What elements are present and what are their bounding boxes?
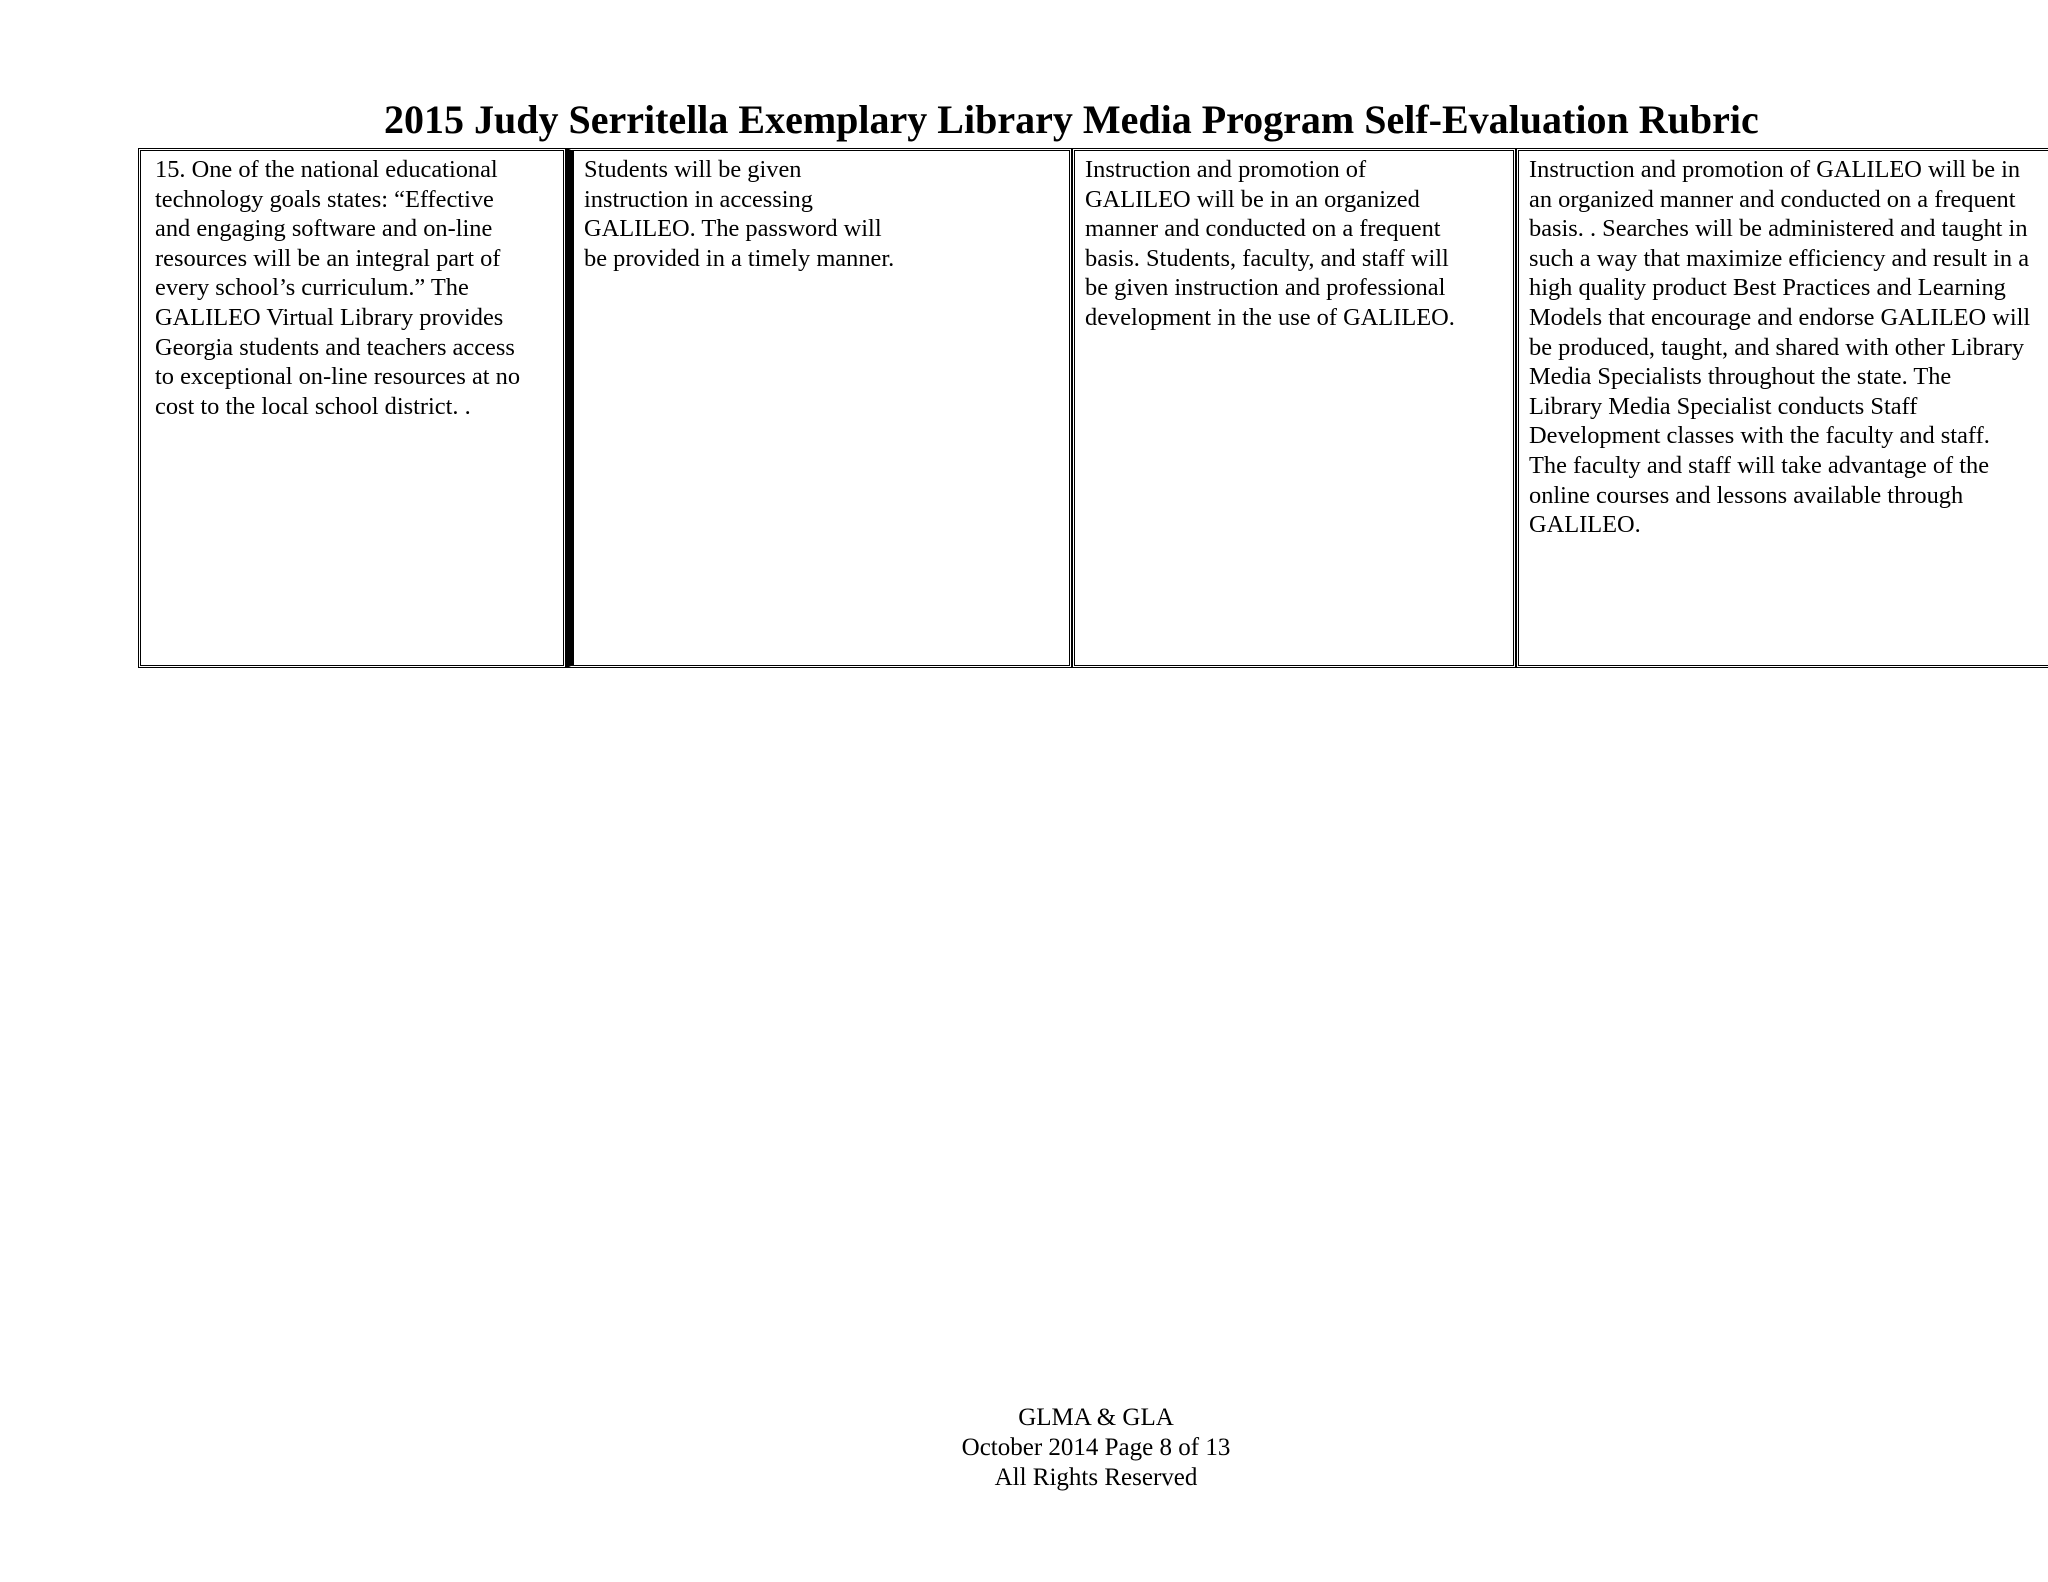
page-title: 2015 Judy Serritella Exemplary Library Media Program Self-Evaluation Rubric	[384, 97, 1759, 142]
rubric-criterion-cell: 15. One of the national educational technology goals states: “Effective and engaging software and on-line resources will be an integral part of every school’s curriculum.” The GALILEO Virtual Library provides Georgia students and teachers access to exceptional on-line resources at no cost to the local school district. .	[138, 148, 566, 668]
footer-organization: GLMA & GLA	[1018, 1404, 1174, 1431]
footer-rights: All Rights Reserved	[994, 1464, 1198, 1491]
rubric-level-exemplary-cell: Instruction and promotion of GALILEO will be in an organized manner and conducted on a frequent basis. . Searches will be administered and taught in such a way that maximize efficiency and result in a high quality product Best Practices and Learning Models that encourage and endorse GALILEO will be produced, taught, and shared with other Library Media Specialists throughout the state. The Library Media Specialist conducts Staff Development classes with the faculty and staff. The faculty and staff will take advantage of the online courses and lessons available through GALILEO.	[1516, 148, 2048, 668]
page-footer	[0, 1403, 2048, 1493]
rubric-level-basic-cell: Students will be given instruction in accessing GALILEO. The password will be provided in a timely manner.	[566, 148, 1072, 668]
rubric-table	[138, 148, 2031, 668]
rubric-level-proficient-cell: Instruction and promotion of GALILEO will be in an organized manner and conducted on a frequent basis. Students, faculty, and staff will be given instruction and professional development in the use of GALILEO.	[1072, 148, 1516, 668]
footer-date-page: October 2014 Page 8 of 13	[961, 1434, 1231, 1461]
